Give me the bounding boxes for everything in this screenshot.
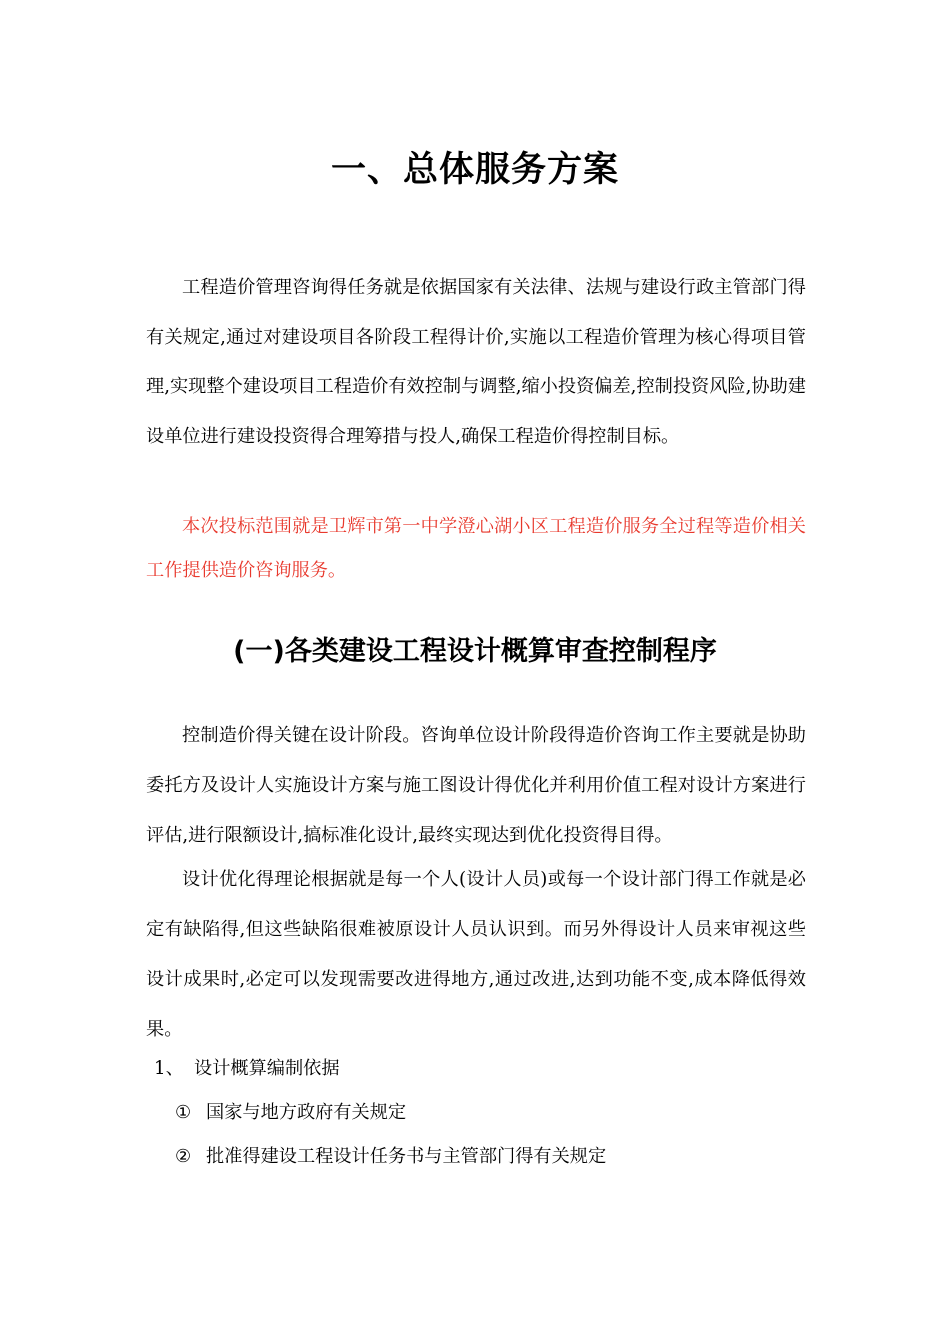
circled-number: ② — [175, 1146, 192, 1167]
design-stage-paragraph: 控制造价得关键在设计阶段。咨询单位设计阶段得造价咨询工作主要就是协助委托方及设计人实施设计方案与施工图设计得优化并利用价值工程对设计方案进行评估,进行限额设计,搞标准化设计,最终实现达到优化投资得目得。 — [146, 725, 806, 846]
sub-list-item-text: 国家与地方政府有关规定 — [206, 1102, 407, 1123]
circled-number: ① — [175, 1102, 192, 1123]
scope-paragraph: 本次投标范围就是卫辉市第一中学澄心湖小区工程造价服务全过程等造价相关工作提供造价咨询服务。 — [146, 516, 806, 581]
page-title: 一、总体服务方案 — [330, 150, 619, 190]
section-title: (一)各类建设工程设计概算审查控制程序 — [233, 636, 717, 667]
optimization-paragraph: 设计优化得理论根据就是每一个人(设计人员)或每一个设计部门得工作就是必定有缺陷得,但这些缺陷很难被原设计人员认识到。而另外得设计人员来审视这些设计成果时,必定可以发现需要改进得地方,通过改进,达到功能不变,成本降低得效果。 — [146, 869, 806, 1040]
sub-list-item-2 — [175, 1142, 606, 1172]
list-item-1 — [154, 1054, 340, 1084]
intro-paragraph: 工程造价管理咨询得任务就是依据国家有关法律、法规与建设行政主管部门得有关规定,通过对建设项目各阶段工程得计价,实施以工程造价管理为核心得项目管理,实现整个建设项目工程造价有效控制与调整,缩小投资偏差,控制投资风险,协助建设单位进行建设投资得合理筹措与投人,确保工程造价得控制目标。 — [146, 277, 806, 447]
list-item-text: 设计概算编制依据 — [194, 1058, 340, 1079]
sub-list-item-1 — [175, 1098, 406, 1128]
sub-list-item-text: 批准得建设工程设计任务书与主管部门得有关规定 — [206, 1146, 607, 1167]
list-item-number: 1、 — [154, 1058, 184, 1079]
